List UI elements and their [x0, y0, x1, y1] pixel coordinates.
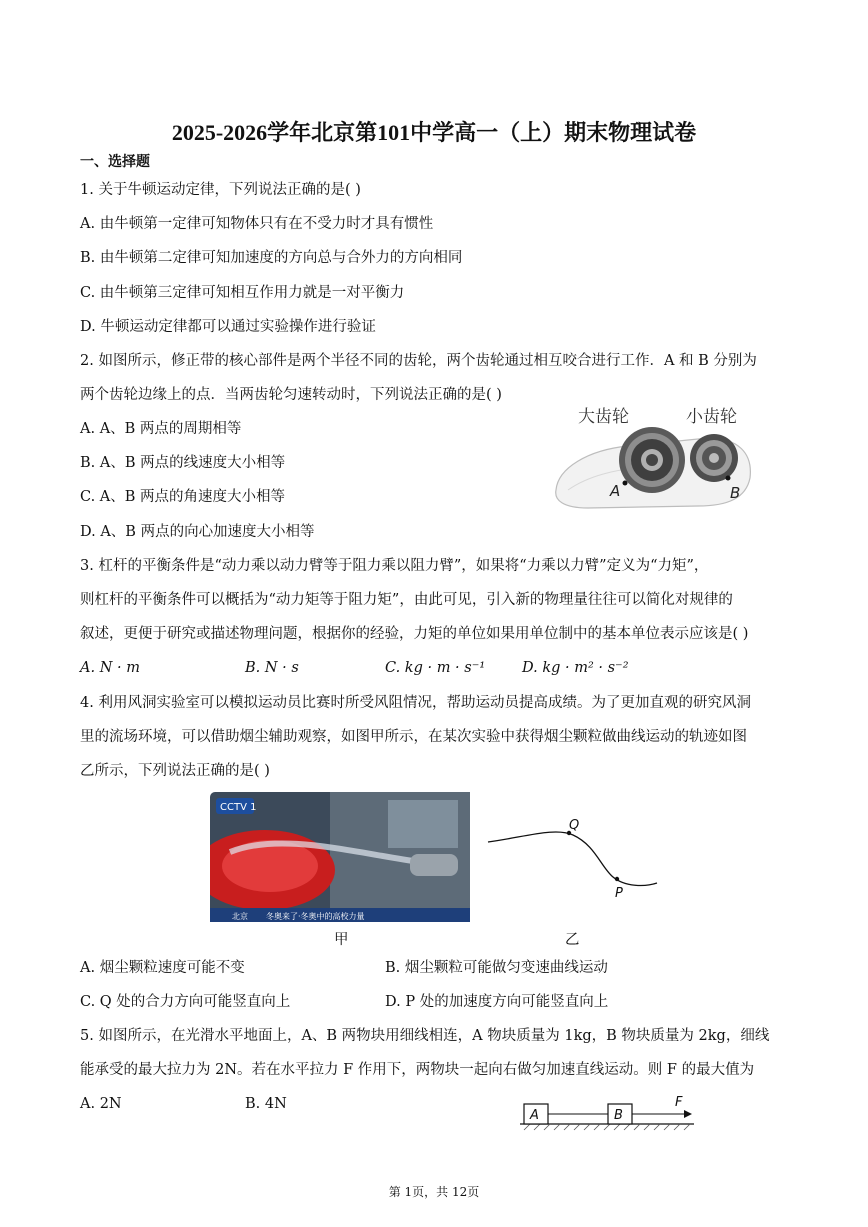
- tv-caption-left: 北京: [232, 912, 248, 921]
- gear-label-big: 大齿轮: [578, 407, 629, 427]
- q4-stem-line1: 4. 利用风洞实验室可以模拟运动员比赛时所受风阻情况，帮助运动员提高成绩。为了更加直观的研究风洞: [80, 695, 751, 711]
- point-a-label: A: [610, 482, 621, 500]
- q2-option-c: C. A、B 两点的角速度大小相等: [80, 489, 286, 505]
- q2-stem-line1: 2. 如图所示，修正带的核心部件是两个半径不同的齿轮，两个齿轮通过相互咬合进行工作．A 和 B 分别为: [80, 353, 757, 369]
- tv-logo: CCTV 1: [220, 802, 257, 813]
- figure-label-yi: 乙: [565, 932, 580, 948]
- q1-option-d: D. 牛顿运动定律都可以通过实验操作进行验证: [80, 319, 376, 335]
- q4-option-d: D. P 处的加速度方向可能竖直向上: [385, 994, 609, 1010]
- page-footer: 第 1页，共 12页: [388, 1185, 480, 1199]
- tv-caption-right: 冬奥来了·冬奥中的高校力量: [266, 912, 365, 921]
- trajectory-figure: [485, 815, 665, 905]
- point-p-label: P: [615, 886, 623, 901]
- gear-label-small: 小齿轮: [686, 407, 737, 427]
- q5-stem-line2: 能承受的最大拉力为 2N。若在水平拉力 F 作用下，两物块一起向右做匀加速直线运动。则 F 的最大值为: [80, 1062, 755, 1078]
- section-heading: 一、选择题: [80, 154, 150, 170]
- q4-stem-line2: 里的流场环境，可以借助烟尘辅助观察，如图甲所示，在某次实验中获得烟尘颗粒做曲线运动的轨迹如图: [80, 729, 747, 745]
- q5-option-b: B. 4N: [245, 1096, 287, 1112]
- q3-option-d: D. kg · m² · s⁻²: [522, 660, 629, 676]
- block-a-label: A: [530, 1108, 539, 1123]
- point-q-label: Q: [569, 818, 580, 833]
- correction-tape-figure: [548, 398, 758, 516]
- q3-stem-line1: 3. 杠杆的平衡条件是“动力乘以动力臂等于阻力乘以阻力臂”，如果将“力乘以力臂”定义为“力矩”，: [80, 558, 709, 574]
- block-b-label: B: [614, 1108, 623, 1123]
- q4-option-b: B. 烟尘颗粒可能做匀变速曲线运动: [385, 960, 608, 976]
- q2-option-d: D. A、B 两点的向心加速度大小相等: [80, 524, 315, 540]
- q5-stem-line1: 5. 如图所示，在光滑水平地面上，A、B 两物块用细线相连，A 物块质量为 1kg，B 物块质量为 2kg，细线: [80, 1028, 770, 1044]
- q3-stem-line2: 则杠杆的平衡条件可以概括为“动力矩等于阻力矩”，由此可见，引入新的物理量往往可以简化对规律的: [80, 592, 733, 608]
- q4-option-c: C. Q 处的合力方向可能竖直向上: [80, 994, 291, 1010]
- q5-option-a: A. 2N: [80, 1096, 122, 1112]
- page-title: 2025-2026学年北京第101中学高一（上）期末物理试卷: [171, 120, 697, 145]
- wind-tunnel-photo: [210, 792, 470, 922]
- q2-stem-line2: 两个齿轮边缘上的点．当两齿轮匀速转动时，下列说法正确的是( ): [80, 387, 502, 403]
- q1-option-c: C. 由牛顿第三定律可知相互作用力就是一对平衡力: [80, 285, 405, 301]
- q3-option-b: B. N · s: [245, 660, 299, 676]
- q4-stem-line3: 乙所示，下列说法正确的是( ): [80, 763, 270, 779]
- blocks-figure: [518, 1092, 698, 1136]
- q1-option-b: B. 由牛顿第二定律可知加速度的方向总与合外力的方向相同: [80, 250, 463, 266]
- q3-option-a: A. N · m: [80, 660, 140, 676]
- q3-stem-line3: 叙述，更便于研究或描述物理问题，根据你的经验，力矩的单位如果用单位制中的基本单位表示应该是( ): [80, 626, 749, 642]
- q2-option-b: B. A、B 两点的线速度大小相等: [80, 455, 286, 471]
- q2-option-a: A. A、B 两点的周期相等: [80, 421, 242, 437]
- q3-option-c: C. kg · m · s⁻¹: [385, 660, 486, 676]
- q4-option-a: A. 烟尘颗粒速度可能不变: [80, 960, 245, 976]
- figure-label-jia: 甲: [334, 932, 349, 948]
- q1-option-a: A. 由牛顿第一定律可知物体只有在不受力时才具有惯性: [80, 216, 434, 232]
- q1-stem: 1. 关于牛顿运动定律，下列说法正确的是( ): [80, 182, 361, 198]
- force-f-label: F: [675, 1095, 683, 1110]
- point-b-label: B: [730, 484, 741, 502]
